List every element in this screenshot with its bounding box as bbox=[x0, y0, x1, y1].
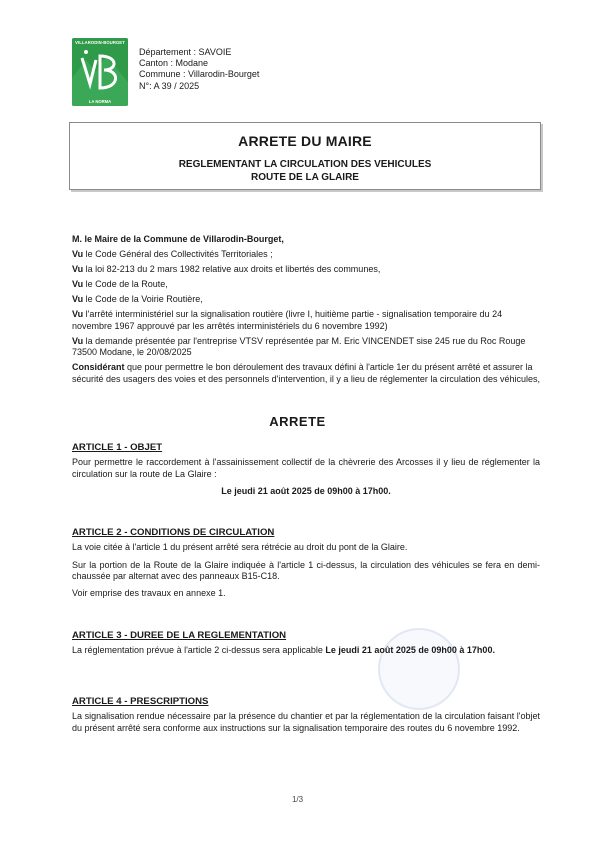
article-3-text: La réglementation prévue à l'article 2 ci-dessus sera applicable Le jeudi 21 août 2025 de 09h00 à 17h00. bbox=[72, 645, 495, 656]
mountain-logo-icon bbox=[72, 38, 128, 106]
document-subtitle bbox=[70, 159, 540, 184]
visa-item: Vu la loi 82-213 du 2 mars 1982 relative aux droits et libertés des communes, bbox=[72, 264, 381, 275]
considerant-item: Considérant que pour permettre le bon déroulement des travaux défini à l'article 1er du présent arrêté et assurer la sécurité des usagers des voies et des personnels d'intervention, il y a lieu de réglementer la circulation des véhicules, bbox=[72, 362, 540, 384]
decision-heading: ARRETE bbox=[269, 414, 326, 429]
title-box bbox=[69, 122, 541, 190]
mayor-lead: M. le Maire de la Commune de Villarodin-Bourget, bbox=[72, 234, 284, 244]
article-4-text: La signalisation rendue nécessaire par la présence du chantier et par la réglementation de la circulation faisant l'objet du présent arrêté sera conforme aux instructions sur la signalisation temporaire des routes du 6 novembre 1992. bbox=[72, 711, 540, 733]
subtitle-line-1: REGLEMENTANT LA CIRCULATION DES VEHICULES bbox=[178, 159, 432, 170]
article-1-text: Pour permettre le raccordement à l'assainissement collectif de la chèvrerie des Arcosses il y lieu de réglementer la circulation sur la route de La Glaire : bbox=[72, 457, 540, 479]
article-2-text-3: Voir emprise des travaux en annexe 1. bbox=[72, 588, 226, 599]
document-title: ARRETE DU MAIRE bbox=[238, 133, 372, 149]
article-1-date: Le jeudi 21 août 2025 de 09h00 à 17h00. bbox=[221, 485, 391, 496]
subtitle-line-2: ROUTE DE LA GLAIRE bbox=[251, 171, 359, 183]
header-info bbox=[139, 47, 259, 92]
page-number: 1/3 bbox=[291, 795, 304, 804]
canton-line: Canton : Modane bbox=[139, 58, 209, 69]
article-1-heading: ARTICLE 1 - OBJET bbox=[72, 442, 163, 453]
article-3-heading: ARTICLE 3 - DUREE DE LA REGLEMENTATION bbox=[72, 630, 287, 641]
visa-item: Vu la demande présentée par l'entreprise VTSV représentée par M. Eric VINCENDET sise 245 rue du Roc Rouge 73500 Modane, le 20/08/2025 bbox=[72, 335, 526, 358]
article-3 bbox=[72, 630, 540, 663]
article-2 bbox=[72, 527, 540, 605]
visa-item: Vu le Code de la Route, bbox=[72, 279, 168, 290]
considerants-section bbox=[72, 234, 540, 389]
commune-logo bbox=[72, 38, 128, 106]
logo-top-text: VILLARODIN-BOURGET bbox=[75, 40, 125, 45]
arrete-number: N°: A 39 / 2025 bbox=[139, 80, 200, 91]
article-2-text-2: Sur la portion de la Route de la Glaire indiquée à l'article 1 ci-dessus, la circulation des véhicules se fera en demi-chaussée par alternat avec des panneaux B15-C18. bbox=[72, 559, 540, 581]
visa-item: Vu le Code de la Voirie Routière, bbox=[72, 294, 203, 305]
visa-item: Vu le Code Général des Collectivités Territoriales ; bbox=[72, 249, 273, 260]
departement-line: Département : SAVOIE bbox=[139, 47, 232, 57]
logo-bottom-text: LA NORMA bbox=[88, 99, 112, 104]
article-1 bbox=[72, 442, 540, 503]
visa-item: Vu l'arrêté interministériel sur la signalisation routière (livre I, huitième partie - signalisation temporaire du 24 novembre 1967 approuvé par les arrêtés interministériels du 6 novembre 1992) bbox=[72, 309, 503, 331]
article-4-heading: ARTICLE 4 - PRESCRIPTIONS bbox=[72, 696, 209, 707]
article-2-heading: ARTICLE 2 - CONDITIONS DE CIRCULATION bbox=[72, 527, 275, 538]
article-4 bbox=[72, 696, 540, 740]
article-2-text-1: La voie citée à l'article 1 du présent arrêté sera rétrécie au droit du pont de la Glaire. bbox=[72, 542, 408, 553]
commune-line: Commune : Villarodin-Bourget bbox=[139, 69, 260, 80]
